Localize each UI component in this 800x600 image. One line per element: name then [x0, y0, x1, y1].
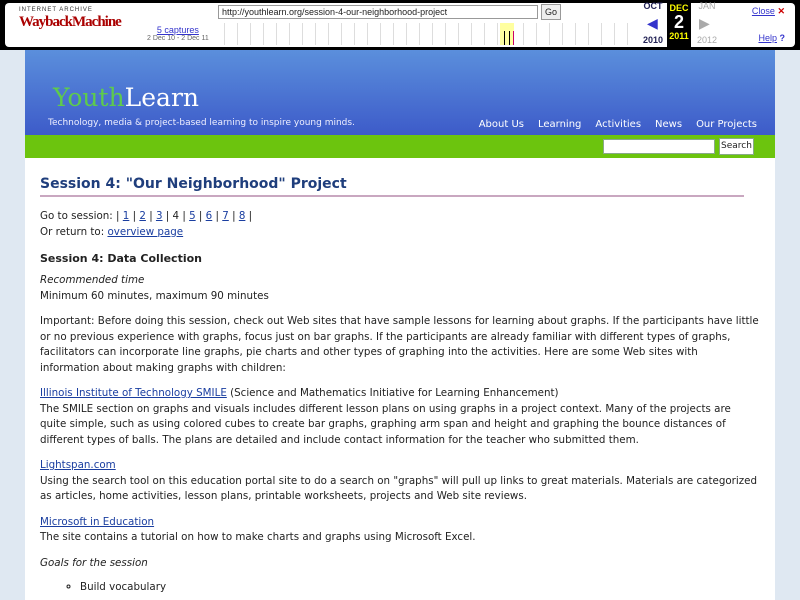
nav-learning[interactable]: Learning — [537, 119, 582, 130]
go-button[interactable]: Go — [541, 4, 561, 20]
capture-range: 2 Dec 10 - 2 Dec 11 — [147, 35, 209, 42]
smile-suffix: (Science and Mathematics Initiative for Learning Enhancement) — [226, 387, 559, 399]
page — [25, 50, 775, 600]
session-link-8[interactable]: 8 — [238, 210, 246, 222]
site-logo[interactable]: YouthLearn — [53, 83, 199, 112]
wayback-toolbar — [0, 0, 800, 50]
prev-year: 2010 — [642, 35, 664, 45]
lightspan-desc: Using the search tool on this education portal site to do a search on "graphs" will pull up links to great materials. Materials are categorized as articles, home activities, lesson plans, printable worksheets, projects and Web site reviews. — [40, 474, 758, 502]
prev-arrow-icon[interactable]: ◀ — [647, 15, 658, 31]
help-link[interactable]: Help — [758, 33, 777, 43]
important-text: Important: Before doing this session, check out Web sites that have sample lessons for learning about graphs. If the participants have little or no previous experience with graphs, focus just on bar graphs. If the participants are already familiar with different types of graphs, facilitators can incorporate line graphs, pie charts and other types of graphing into the activities. Here are some Web sites with information about making graphs with children: — [40, 315, 759, 374]
close-link[interactable]: Close — [751, 6, 775, 16]
site-header — [25, 50, 775, 135]
session-link-6[interactable]: 6 — [205, 210, 213, 222]
next-year: 2012 — [696, 35, 718, 45]
recommended-value: Minimum 60 minutes, maximum 90 minutes — [40, 289, 269, 302]
prev-month[interactable]: OCT — [643, 1, 663, 11]
goal-item: ◦ Build vocabulary — [80, 581, 760, 593]
current-capture: DEC 2 2011 — [667, 0, 691, 47]
session-link-1[interactable]: 1 — [122, 210, 130, 222]
nav-about-us[interactable]: About Us — [478, 119, 524, 130]
help-icon[interactable]: ? — [779, 33, 785, 43]
smile-desc: The SMILE section on graphs and visuals includes different lesson plans on using graphs in a project context. Many of the projects are quite simple, such as using colored cubes to create bar graphs, graphing arm span and height and graphing the bounce distances of different types of balls. The plans are detailed and include contact information for the teacher who submitted them. — [40, 402, 731, 446]
search-input[interactable] — [603, 139, 715, 154]
session-link-2[interactable]: 2 — [139, 210, 146, 222]
nav-our-projects[interactable]: Our Projects — [696, 119, 757, 130]
return-label: Or return to: — [40, 225, 105, 238]
session-current: 4 — [172, 210, 180, 222]
smile-link[interactable]: Illinois Institute of Technology SMILE — [40, 387, 227, 399]
logo-top: INTERNET ARCHIVE — [19, 7, 93, 13]
section-heading: Session 4: Data Collection — [40, 252, 202, 265]
session-link-7[interactable]: 7 — [222, 210, 229, 222]
captures-link[interactable]: 5 captures — [156, 25, 199, 35]
page-title: Session 4: "Our Neighborhood" Project — [40, 158, 744, 197]
next-arrow-icon: ▶ — [699, 15, 710, 31]
nav-news[interactable]: News — [655, 119, 683, 130]
microsoft-link[interactable]: Microsoft in Education — [40, 515, 155, 528]
nav-activities[interactable]: Activities — [595, 119, 642, 130]
close-icon[interactable]: ✕ — [777, 6, 785, 16]
microsoft-desc: The site contains a tutorial on how to make charts and graphs using Microsoft Excel. — [40, 531, 476, 543]
url-input[interactable]: http://youthlearn.org/session-4-our-neighborhood-project — [218, 5, 538, 19]
goals-label: Goals for the session — [40, 556, 148, 569]
session-nav: Go to session: | 1 | 2 | 3 | 4 | 5 | 6 | 7 | 8 | — [40, 210, 253, 222]
session-link-5[interactable]: 5 — [189, 210, 196, 222]
overview-link[interactable]: overview page — [107, 225, 184, 238]
session-link-3[interactable]: 3 — [155, 210, 163, 222]
wayback-logo[interactable] — [19, 7, 121, 31]
lightspan-link[interactable]: Lightspan.com — [40, 459, 116, 471]
tagline: Technology, media & project-based learning to inspire young minds. — [48, 118, 355, 128]
recommended-label: Recommended time — [40, 274, 145, 286]
timeline[interactable] — [212, 23, 637, 45]
next-month: JAN — [698, 1, 716, 11]
search-button[interactable]: Search — [719, 138, 754, 155]
search-bar — [25, 135, 775, 158]
logo-text: WaybackMachine — [19, 14, 121, 30]
